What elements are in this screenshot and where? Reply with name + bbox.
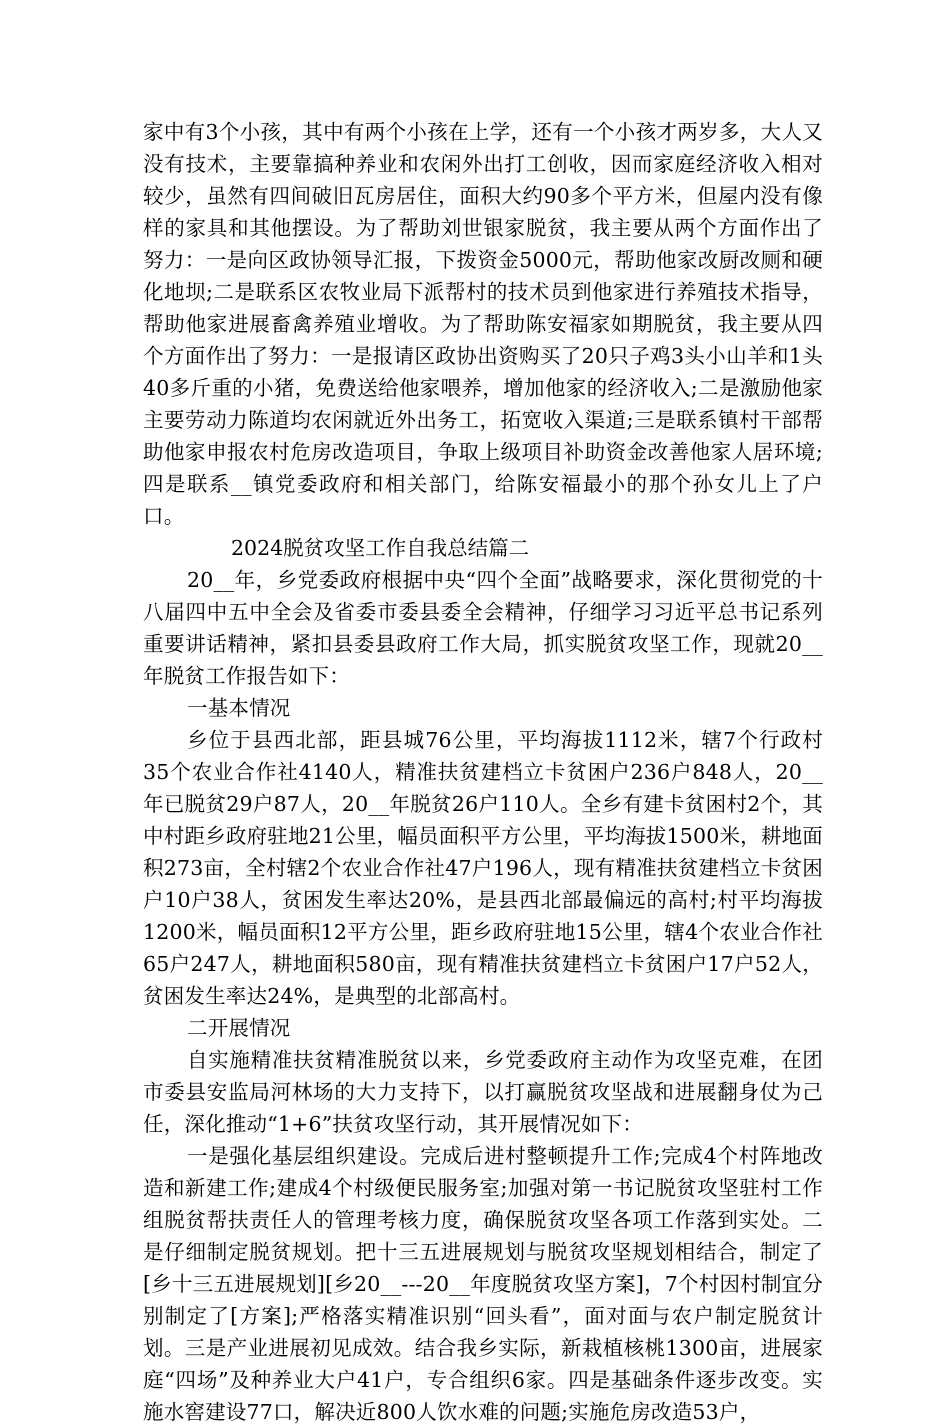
paragraph-household-assistance: 家中有3个小孩，其中有两个小孩在上学，还有一个小孩才两岁多，大人又没有技术，主要靠搞种养业和农闲外出打工创收，因而家庭经济收入相对较少，虽然有四间破旧瓦房居住，面积大约90多个平方米，但屋内没有像样的家具和其他摆设。为了帮助刘世银家脱贫，我主要从两个方面作出了努力：一是向区政协领导汇报，下拨资金5000元，帮助他家改厨改厕和硬化地坝;二是联系区农牧业局下派帮村的技术员到他家进行养殖技术指导，帮助他家进展畜禽养殖业增收。为了帮助陈安福家如期脱贫，我主要从四个方面作出了努力：一是报请区政协出资购买了20只子鸡3头小山羊和1头40多斤重的小猪，免费送给他家喂养，增加他家的经济收入;二是激励他家主要劳动力陈道均农闲就近外出务工，拓宽收入渠道;三是联系镇村干部帮助他家申报农村危房改造项目，争取上级项目补助资金改善他家人居环境;四是联系__镇党委政府和相关部门，给陈安福最小的那个孙女儿上了户口。 [143, 120, 823, 528]
paragraph-basic-situation: 乡位于县西北部，距县城76公里，平均海拔1112米，辖7个行政村35个农业合作社4140人，精准扶贫建档立卡贫困户236户848人，20__年已脱贫29户87人，20__年脱贫26户110人。全乡有建卡贫困村2个，其中村距乡政府驻地21公里，幅员面积平方公里，平均海拔1500米，耕地面积273亩，全村辖2个农业合作社47户196人，现有精准扶贫建档立卡贫困户10户38人，贫困发生率达20%，是县西北部最偏远的高村;村平均海拔1200米，幅员面积12平方公里，距乡政府驻地15公里，辖4个农业合作社65户247人，耕地面积580亩，现有精准扶贫建档立卡贫困户17户52人，贫困发生率达24%，是典型的北部高村。 [143, 728, 823, 1008]
paragraph-intro: 20__年，乡党委政府根据中央“四个全面”战略要求，深化贯彻党的十八届四中五中全会及省委市委县委全会精神，仔细学习习近平总书记系列重要讲话精神，紧扣县委县政府工作大局，抓实脱贫攻坚工作，现就20__年脱贫工作报告如下： [143, 568, 823, 688]
paragraph-progress-details: 一是强化基层组织建设。完成后进村整顿提升工作;完成4个村阵地改造和新建工作;建成4个村级便民服务室;加强对第一书记脱贫攻坚驻村工作组脱贫帮扶责任人的管理考核力度，确保脱贫攻坚各项工作落到实处。二是仔细制定脱贫规划。把十三五进展规划与脱贫攻坚规划相结合，制定了[乡十三五进展规划][乡20__---20__年度脱贫攻坚方案]，7个村因村制宜分别制定了[方案];严格落实精准识别“回头看”，面对面与农户制定脱贫计划。三是产业进展初见成效。结合我乡实际，新栽植核桃1300亩，进展家庭“四场”及种养业大户41户，专合组织6家。四是基础条件逐步改变。实施水窖建设77口，解决近800人饮水难的问题;实施危房改造53户， [143, 1144, 823, 1424]
paragraph-progress-intro: 自实施精准扶贫精准脱贫以来，乡党委政府主动作为攻坚克难，在团市委县安监局河林场的大力支持下，以打赢脱贫攻坚战和进展翻身仗为己任，深化推动“1+6”扶贫攻坚行动，其开展情况如下： [143, 1048, 823, 1136]
heading-progress: 二开展情况 [187, 1016, 291, 1040]
document-page [143, 116, 823, 1428]
heading-basic-situation: 一基本情况 [187, 696, 291, 720]
section-title: 2024脱贫攻坚工作自我总结篇二 [231, 536, 530, 560]
